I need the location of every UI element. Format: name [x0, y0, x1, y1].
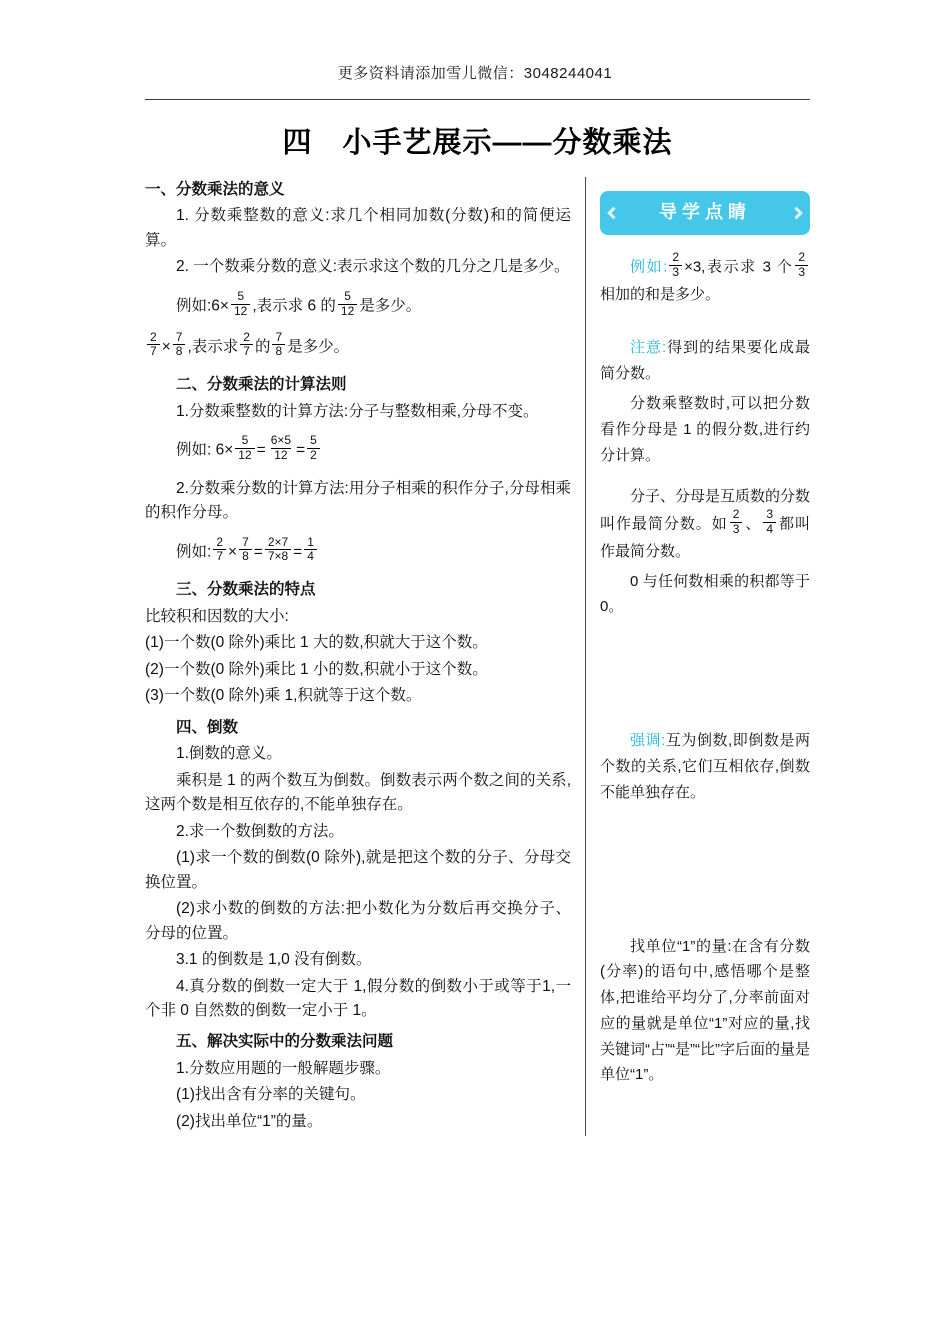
section-characteristics — [145, 578, 571, 708]
fraction: $\frac{5}{12}$ — [235, 434, 254, 463]
main-content — [145, 171, 585, 1136]
accent-label: 注意: — [630, 339, 667, 357]
chevron-left-icon — [607, 207, 620, 220]
paragraph: 1.分数乘整数的计算方法:分子与整数相乘,分母不变。 — [176, 402, 539, 420]
fraction: $\frac{2}{3}$ — [669, 251, 682, 280]
paragraph: (1)求一个数的倒数(0 除外),就是把这个数的分子、分母交换位置。 — [145, 849, 571, 891]
fraction: $\frac{2}{7}$ — [240, 331, 253, 360]
page-title: 四 小手艺展示——分数乘法 — [282, 127, 673, 159]
fraction: $\frac{7}{8}$ — [272, 331, 285, 360]
fraction: $\frac{7}{8}$ — [239, 536, 252, 565]
sidebar-note: 分数乘整数时,可以把分数看作分母是 1 的假分数,进行约分计算。 — [600, 394, 810, 464]
accent-label: 强调: — [630, 732, 666, 750]
fraction: $\frac{6\times 5}{12}$ — [270, 433, 292, 462]
paragraph: 1. 分数乘整数的意义:求几个相同加数(分数)和的简便运算。 — [145, 207, 571, 249]
example-line: $\frac{2}{7}$ × $\frac{7}{8}$ ,表示求 $\frac{2}{7}$ 的 $\frac{7}{8}$ 是多少。 — [145, 333, 571, 362]
sidebar-note: 0 与任何数相乘的积都等于 0。 — [600, 572, 810, 616]
paragraph: 2.分数乘分数的计算方法:用分子相乘的积作分子,分母相乘的积作分母。 — [145, 479, 571, 522]
section-heading: 三、分数乘法的特点 — [176, 581, 316, 599]
top-rule — [145, 99, 810, 100]
fraction: $\frac{2}{7}$ — [147, 331, 160, 360]
paragraph: (2)找出单位“1”的量。 — [176, 1112, 323, 1130]
paragraph: 2. 一个数乘分数的意义:表示求这个数的几分之几是多少。 — [176, 258, 570, 276]
fraction: $\frac{7}{8}$ — [173, 331, 186, 360]
paragraph: 乘积是 1 的两个数互为倒数。倒数表示两个数之间的关系,这两个数是相互依存的,不能单独存在。 — [145, 771, 571, 814]
section-heading: 五、解决实际中的分数乘法问题 — [176, 1033, 394, 1051]
paragraph: 1.分数应用题的一般解题步骤。 — [176, 1059, 391, 1077]
paragraph: (2)一个数(0 除外)乘比 1 小的数,积就小于这个数。 — [145, 660, 488, 678]
banner-label: 导学点睛 — [659, 202, 751, 222]
paragraph: 1.倒数的意义。 — [176, 745, 282, 763]
fraction: $\frac{5}{2}$ — [307, 434, 320, 463]
section-problem-solving — [145, 1030, 571, 1134]
sidebar-note-emphasis: 强调:互为倒数,即倒数是两个数的关系,它们互相依存,倒数不能单独存在。 — [600, 732, 810, 801]
fraction: $\frac{1}{4}$ — [304, 536, 317, 565]
paragraph: (2)求小数的倒数的方法:把小数化为分数后再交换分子、分母的位置。 — [145, 900, 571, 942]
fraction: $\frac{3}{4}$ — [763, 508, 776, 537]
accent-label: 例如: — [630, 258, 668, 276]
paragraph: 3.1 的倒数是 1,0 没有倒数。 — [176, 951, 372, 969]
sidebar-note-attention: 注意:得到的结果要化成最简分数。 — [600, 339, 810, 383]
fraction: $\frac{2}{3}$ — [795, 251, 808, 280]
fraction: $\frac{2}{3}$ — [730, 508, 743, 537]
section-meaning — [145, 178, 571, 361]
paragraph: 2.求一个数倒数的方法。 — [176, 822, 344, 840]
sidebar-banner — [600, 191, 810, 235]
section-rules — [145, 373, 571, 566]
sidebar-note: 分子、分母是互质数的分数叫作最简分数。如 $\frac{2}{3}$ 、 $\frac{3}{4}$ 都叫作最简分数。 — [600, 488, 811, 560]
paragraph: (1)找出含有分率的关键句。 — [176, 1086, 366, 1104]
fraction: $\frac{2}{7}$ — [213, 536, 226, 565]
fraction: $\frac{5}{12}$ — [231, 290, 250, 319]
equation-line: 例如: $\frac{2}{7}$ × $\frac{7}{8}$ = $\frac{2\times 7}{7\times 8}$ = $\frac{1}{4}$ — [145, 538, 571, 567]
paragraph: 比较积和因数的大小: — [145, 607, 289, 625]
section-heading: 一、分数乘法的意义 — [145, 181, 285, 198]
fraction: $\frac{5}{12}$ — [338, 290, 357, 319]
chevron-right-icon — [790, 207, 803, 220]
paragraph: (1)一个数(0 除外)乘比 1 大的数,积就大于这个数。 — [145, 634, 488, 652]
sidebar-note-example: 例如: $\frac{2}{3}$ ×3,表示求 3 个 $\frac{2}{3}$ 相加的和是多少。 — [600, 253, 810, 307]
example-line: 例如:6× $\frac{5}{12}$ ,表示求 6 的 $\frac{5}{12}$ 是多少。 — [176, 288, 422, 318]
fraction: $\frac{2\times 7}{7\times 8}$ — [265, 536, 291, 565]
paragraph: 4.真分数的倒数一定大于 1,假分数的倒数小于或等于1,一个非 0 自然数的倒数一定小于 1。 — [145, 977, 571, 1019]
sidebar-note: 找单位“1”的量:在含有分数(分率)的语句中,感悟哪个是整体,把谁给平均分了,分率前面对应的量就是单位“1”对应的量,找关键词“占”“是”“比”字后面的量是单位“1”。 — [600, 937, 810, 1084]
sidebar — [586, 171, 810, 1136]
section-heading: 四、倒数 — [176, 718, 239, 736]
equation-line: 例如: 6× $\frac{5}{12}$ = $\frac{6\times 5}{12}$ = $\frac{5}{2}$ — [145, 436, 571, 465]
section-reciprocal — [145, 716, 571, 1024]
header-note: 更多资料请添加雪儿微信：3048244041 — [337, 65, 613, 82]
content-columns — [145, 171, 810, 1136]
section-heading: 二、分数乘法的计算法则 — [176, 376, 347, 394]
paragraph: (3)一个数(0 除外)乘 1,积就等于这个数。 — [145, 687, 422, 705]
